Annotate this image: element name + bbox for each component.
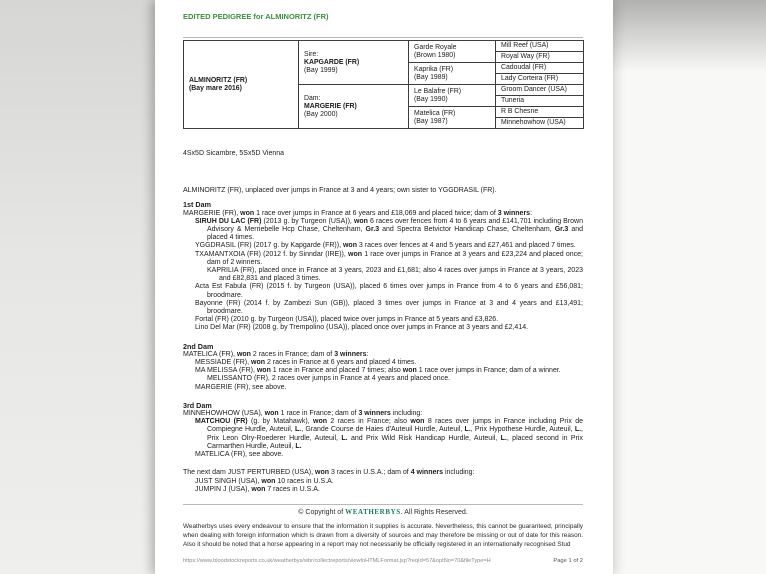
pedigree-cell-great-grandparent: Tuneria — [496, 96, 584, 107]
pedigree-paragraph: MATCHOU (FR) (g. by Matahawk), won 2 races in France; also won 8 races over jumps in France including Prix de Compiegne Hurdle, Auteuil, L., Grande Course de Haies d'Auteuil Hurdle, Auteuil, L., Prix Hypothese Hurdle, Auteuil, L., Prix Leon Olry-Roederer Hurdle, Auteuil, L. and Prix Wild Risk Handicap Hurdle, Auteuil, L., placed second in Prix Carmarthen Hurdle, Auteuil, L. — [195, 418, 584, 450]
pedigree-cell-grandparent: Garde Royale (Brown 1980) — [409, 41, 496, 63]
copyright-prefix: © Copyright of — [298, 509, 346, 516]
pedigree-paragraph: KAPRILIA (FR), placed once in France at 3 years, 2023 and £1,681; also 4 races over jumps in France at 3 years, 2023 and £82,831 and placed 3 times. — [207, 267, 583, 283]
pedigree-paragraph: JUST SINGH (USA), won 10 races in U.S.A. — [195, 477, 334, 485]
print-url: https://www.bloodstockreports.co.uk/weatherbys/wbr/collectreports/viewInHTMLFormat.jsp?reqId=57&optNo=70&fileType=H — [183, 558, 491, 564]
pedigree-paragraph: Bayonne (FR) (2014 f. by Zambezi Sun (GB)), placed 3 times over jumps in France at 3 and 4 years and £13,491; broodmare. — [195, 299, 583, 316]
pedigree-paragraph: Lino Del Mar (FR) (2008 g. by Trempolino (USA)), placed once over jumps in France at 3 years and £2,414. — [195, 324, 529, 332]
pedigree-cell-great-grandparent: Royal Way (FR) — [496, 52, 584, 63]
document-page — [155, 0, 613, 574]
pedigree-cell-grandparent: Le Balafre (FR) (Bay 1990) — [409, 85, 496, 107]
pedigree-cell-grandparent: Kaprika (FR) (Bay 1989) — [409, 63, 496, 85]
pedigree-narrative — [183, 201, 583, 494]
pedigree-cell-sire: Sire: KAPGARDE (FR) (Bay 1999) — [299, 41, 409, 85]
page-title: EDITED PEDIGREE for ALMINORITZ (FR) — [183, 12, 329, 21]
pedigree-cell-great-grandparent: Minnehowhow (USA) — [496, 118, 584, 129]
pedigree-paragraph: MA MELISSA (FR), won 1 race in France and placed 7 times; also won 1 race over jumps in France; dam of a winner. — [195, 367, 561, 375]
pedigree-paragraph: JUMPIN J (USA), won 7 races in U.S.A. — [195, 485, 320, 493]
pedigree-paragraph: MATELICA (FR), won 2 races in France; dam of 3 winners: — [183, 350, 369, 358]
pedigree-cell-dam: Dam: MARGERIE (FR) (Bay 2000) — [299, 85, 409, 129]
header-divider — [183, 37, 583, 38]
pedigree-paragraph: YGGDRASIL (FR) (2017 g. by Kapgarde (FR)), won 3 races over fences at 4 and 5 years and £27,461 and placed 7 times. — [195, 242, 576, 250]
section-heading: 2nd Dam — [183, 341, 214, 351]
subject-summary: ALMINORITZ (FR), unplaced over jumps in France at 3 and 4 years; own sister to YGGDRASIL (FR). — [183, 187, 497, 195]
pedigree-section — [183, 469, 583, 494]
pedigree-paragraph: MARGERIE (FR), see above. — [195, 383, 287, 391]
footer-divider — [183, 504, 583, 505]
inbreeding-note: 4Sx5D Sicambre, 5Sx5D Vienna — [183, 150, 285, 157]
disclaimer-text: Weatherbys uses every endeavour to ensure that the information it supplies is accurate. Nevertheless, this cannot be guaranteed, principally when dealing with foreign information which is drawn from a diversity of sources and may therefore be missing or out of date for this reason. Also it should be noted that a horse appearing in a report may not necessarily be officially registered in an internationally recognised Stud — [183, 523, 583, 548]
desk-background-left — [0, 0, 155, 574]
section-heading: 3rd Dam — [183, 400, 212, 410]
pedigree-paragraph: MINNEHOWHOW (USA), won 1 race in France; dam of 3 winners including: — [183, 410, 423, 418]
weatherbys-brand: WEATHERBYS — [345, 508, 401, 516]
pedigree-paragraph: MESSIADE (FR), won 2 races in France at 6 years and placed 4 times. — [195, 359, 417, 367]
copyright-line — [183, 508, 583, 517]
pedigree-paragraph: MARGERIE (FR), won 1 race over jumps in France at 6 years and £18,069 and placed twice; dam of 3 winners: — [183, 209, 533, 217]
pedigree-cell-grandparent: Matelica (FR) (Bay 1987) — [409, 107, 496, 129]
pedigree-section — [183, 343, 583, 392]
pedigree-paragraph: Fortal (FR) (2010 g. by Turgeon (USA)), placed twice over jumps in France at 5 years and £3,826. — [195, 316, 499, 324]
section-heading: 1st Dam — [183, 200, 211, 210]
pedigree-paragraph: The next dam JUST PERTURBED (USA), won 3 races in U.S.A.; dam of 4 winners including: — [183, 469, 475, 477]
pedigree-cell-great-grandparent: R B Chesne — [496, 107, 584, 118]
page-footer — [183, 504, 583, 564]
pedigree-cell-subject: ALMINORITZ (FR) (Bay mare 2016) — [184, 41, 299, 129]
pedigree-section — [183, 201, 583, 332]
pedigree-paragraph: Acta Est Fabula (FR) (2015 f. by Turgeon (USA)), placed 6 times over jumps in France from 4 to 6 years and £56,081; broodmare. — [195, 283, 583, 299]
pedigree-cell-great-grandparent: Cadoudal (FR) — [496, 63, 584, 74]
desk-background-right — [613, 0, 766, 574]
pedigree-table — [183, 40, 584, 129]
pedigree-cell-great-grandparent: Groom Dancer (USA) — [496, 85, 584, 96]
print-footer — [183, 558, 583, 564]
pedigree-cell-great-grandparent: Lady Corteira (FR) — [496, 74, 584, 85]
pedigree-cell-great-grandparent: Mill Reef (USA) — [496, 41, 584, 52]
pedigree-paragraph: MATELICA (FR), see above. — [195, 451, 284, 459]
pedigree-paragraph: SIRUH DU LAC (FR) (2013 g. by Turgeon (USA)), won 6 races over fences from 4 to 6 years and £141,701 including Brown Advisory & Merriebelle Hcp Chase, Cheltenham, Gr.3 and Spectra Betvictor Handicap Chase, Cheltenham, Gr.3 and placed 4 times. — [195, 217, 584, 242]
pedigree-row — [184, 41, 584, 52]
pedigree-section — [183, 402, 583, 459]
pedigree-paragraph: TXAMANTXOIA (FR) (2012 f. by Sinndar (IRE)), won 1 race over jumps in France at 3 years and £23,224 and placed once; dam of 2 winners. — [195, 250, 583, 266]
copyright-suffix: . All Rights Reserved. — [400, 509, 468, 516]
page-indicator: Page 1 of 2 — [553, 558, 583, 564]
pedigree-paragraph: MELISSANTO (FR), 2 races over jumps in France at 4 years and placed once. — [207, 375, 451, 383]
